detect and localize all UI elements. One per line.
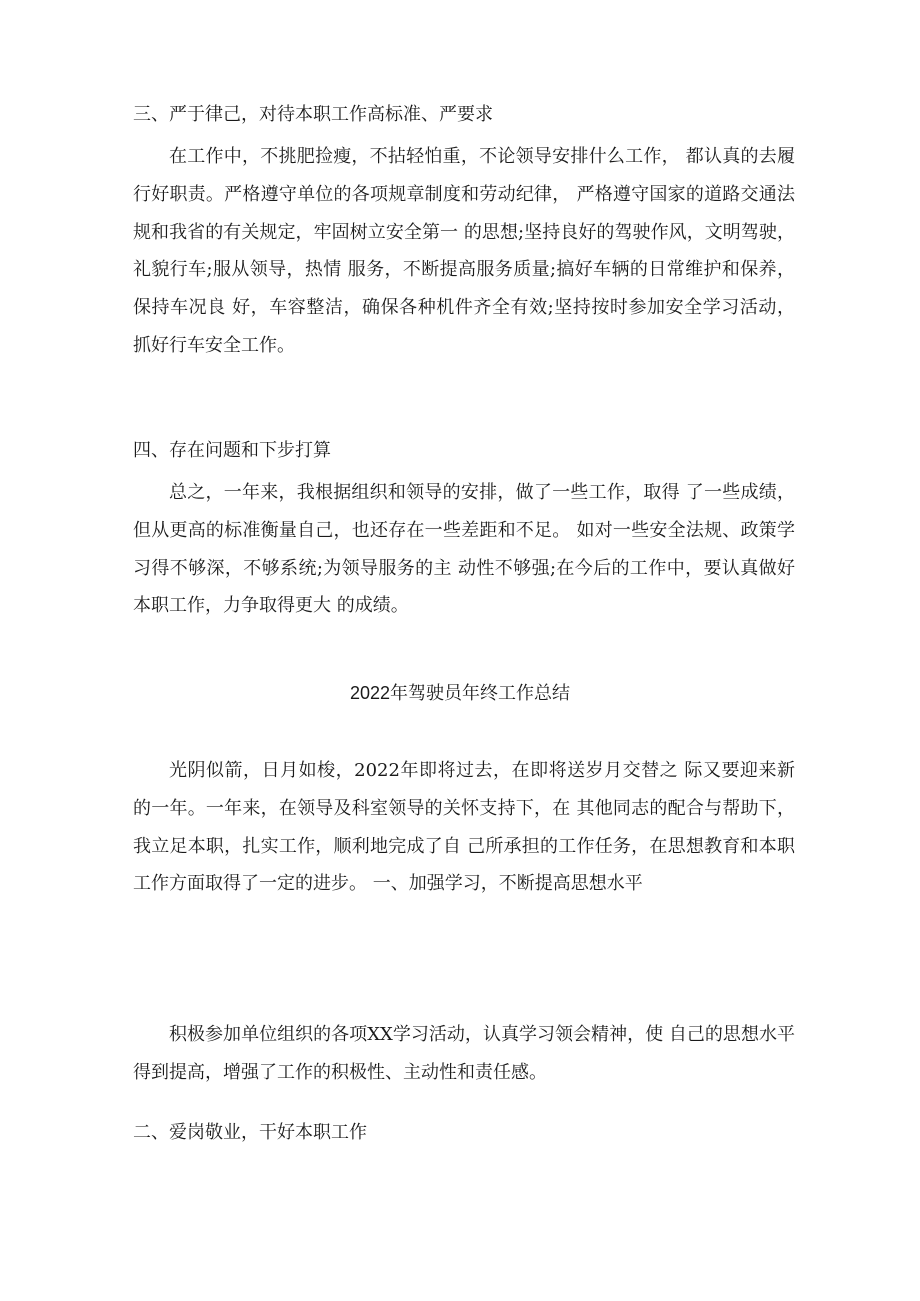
paragraph-duties: 在工作中，不挑肥捡瘦，不拈轻怕重，不论领导安排什么工作， 都认真的去履行好职责。严格遵守单位的各项规章制度和劳动纪律， 严格遵守国家的道路交通法规和我省的有关规定，牢固树立安全第一 的思想;坚持良好的驾驶作风，文明驾驶，礼貌行车;服从领导，热情 服务，不断提高服务质量;搞好车辆的日常维护和保养，保持车况良 好，车容整洁，确保各种机件齐全有效;坚持按时参加安全学习活动， 抓好行车安全工作。	[133, 146, 795, 356]
section-heading-2: 二、爱岗敬业，干好本职工作	[133, 1122, 367, 1143]
document-title: 2022年驾驶员年终工作总结	[349, 683, 571, 703]
paragraph-study: 积极参加单位组织的各项XX学习活动，认真学习领会精神，使 自己的思想水平得到提高，增强了工作的积极性、主动性和责任感。	[133, 1024, 795, 1083]
section-heading-4: 四、存在问题和下步打算	[133, 440, 331, 461]
paragraph-intro: 光阴似箭，日月如梭，2022年即将过去，在即将送岁月交替之 际又要迎来新的一年。一年来，在领导及科室领导的关怀支持下，在 其他同志的配合与帮助下，我立足本职，扎实工作，顺利地完成了自 己所承担的工作任务，在思想教育和本职工作方面取得了一定的进步。 一、加强学习，不断提高思想水平	[133, 760, 795, 895]
paragraph-problems-plans: 总之，一年来，我根据组织和领导的安排，做了一些工作，取得 了一些成绩，但从更高的标准衡量自己，也还存在一些差距和不足。 如对一些安全法规、政策学习得不够深，不够系统;为领导服务的主 动性不够强;在今后的工作中，要认真做好本职工作，力争取得更大 的成绩。	[133, 482, 795, 617]
section-heading-3: 三、严于律己，对待本职工作高标准、严要求	[133, 104, 493, 125]
